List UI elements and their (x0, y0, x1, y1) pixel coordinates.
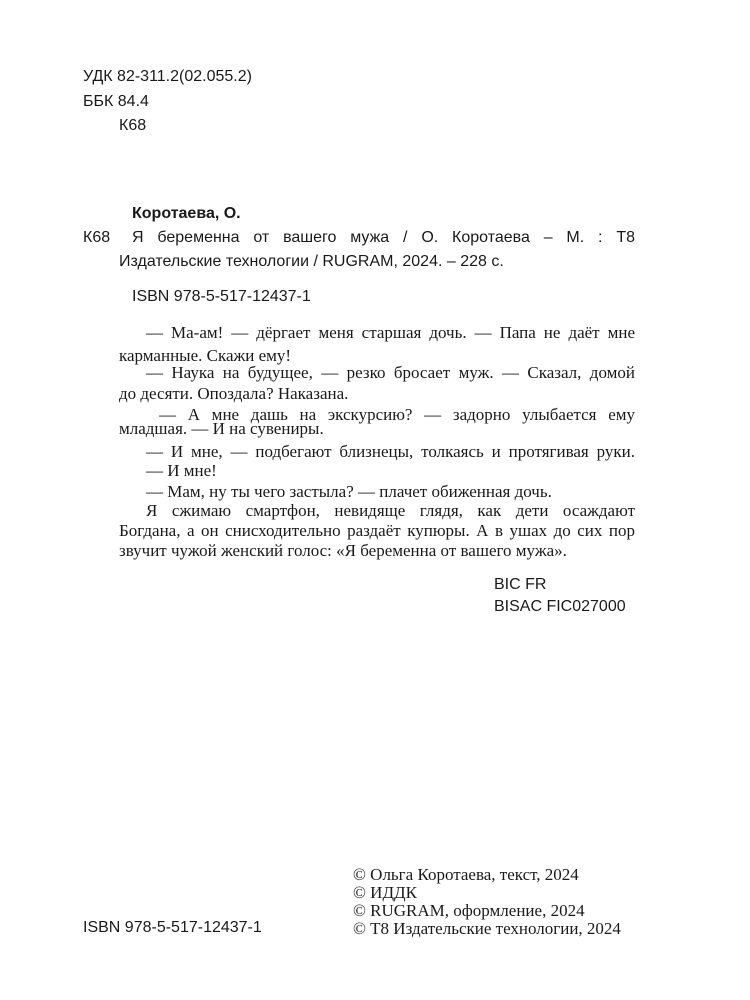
udk-code: УДК 82-311.2(02.055.2) (83, 68, 252, 85)
copyright-line: © Ольга Коротаева, текст, 2024 (353, 865, 579, 884)
bbk-code: ББК 84.4 (83, 93, 149, 110)
annotation-line: — А мне дашь на экскурсию? — задорно улыбается ему (159, 405, 635, 424)
bisac-code: BISAC FIC027000 (494, 598, 626, 615)
copyright-line: © ИДДК (353, 883, 417, 902)
annotation-line: — И мне, — подбегают близнецы, толкаясь и протягивая руки. (146, 442, 635, 461)
annotation-line: младшая. — И на сувениры. (119, 419, 324, 438)
annotation-line: — И мне! (146, 461, 217, 480)
annotation-line: — Мам, ну ты чего застыла? — плачет обиженная дочь. (146, 482, 552, 501)
isbn-bottom: ISBN 978-5-517-12437-1 (83, 919, 262, 936)
author-mark-side: К68 (83, 229, 111, 246)
annotation-line: Я сжимаю смартфон, невидяще глядя, как дети осаждают (146, 501, 635, 520)
annotation-line: звучит чужой женский голос: «Я беременна от вашего мужа». (119, 541, 567, 560)
annotation-line: — Ма-ам! — дёргает меня старшая дочь. — Папа не даёт мне (146, 323, 635, 342)
bibliography-line-1: Я беременна от вашего мужа / О. Коротаева – М. : Т8 (132, 229, 635, 246)
bibliography-line-2: Издательские технологии / RUGRAM, 2024. – 228 с. (119, 253, 504, 270)
copyright-line: © RUGRAM, оформление, 2024 (353, 901, 585, 920)
copyright-line: © Т8 Издательские технологии, 2024 (353, 919, 621, 938)
bic-code: BIC FR (494, 576, 547, 593)
author-name: Коротаева, О. (132, 205, 241, 222)
author-mark: К68 (119, 117, 147, 134)
annotation-line: — Наука на будущее, — резко бросает муж. — Сказал, домой (146, 363, 635, 382)
isbn-top: ISBN 978-5-517-12437-1 (132, 288, 311, 305)
annotation-line: до десяти. Опоздала? Наказана. (119, 384, 349, 403)
annotation-line: Богдана, а он снисходительно раздаёт купюры. А в ушах до сих пор (119, 521, 635, 540)
annotation-line: карманные. Скажи ему! (119, 346, 292, 365)
